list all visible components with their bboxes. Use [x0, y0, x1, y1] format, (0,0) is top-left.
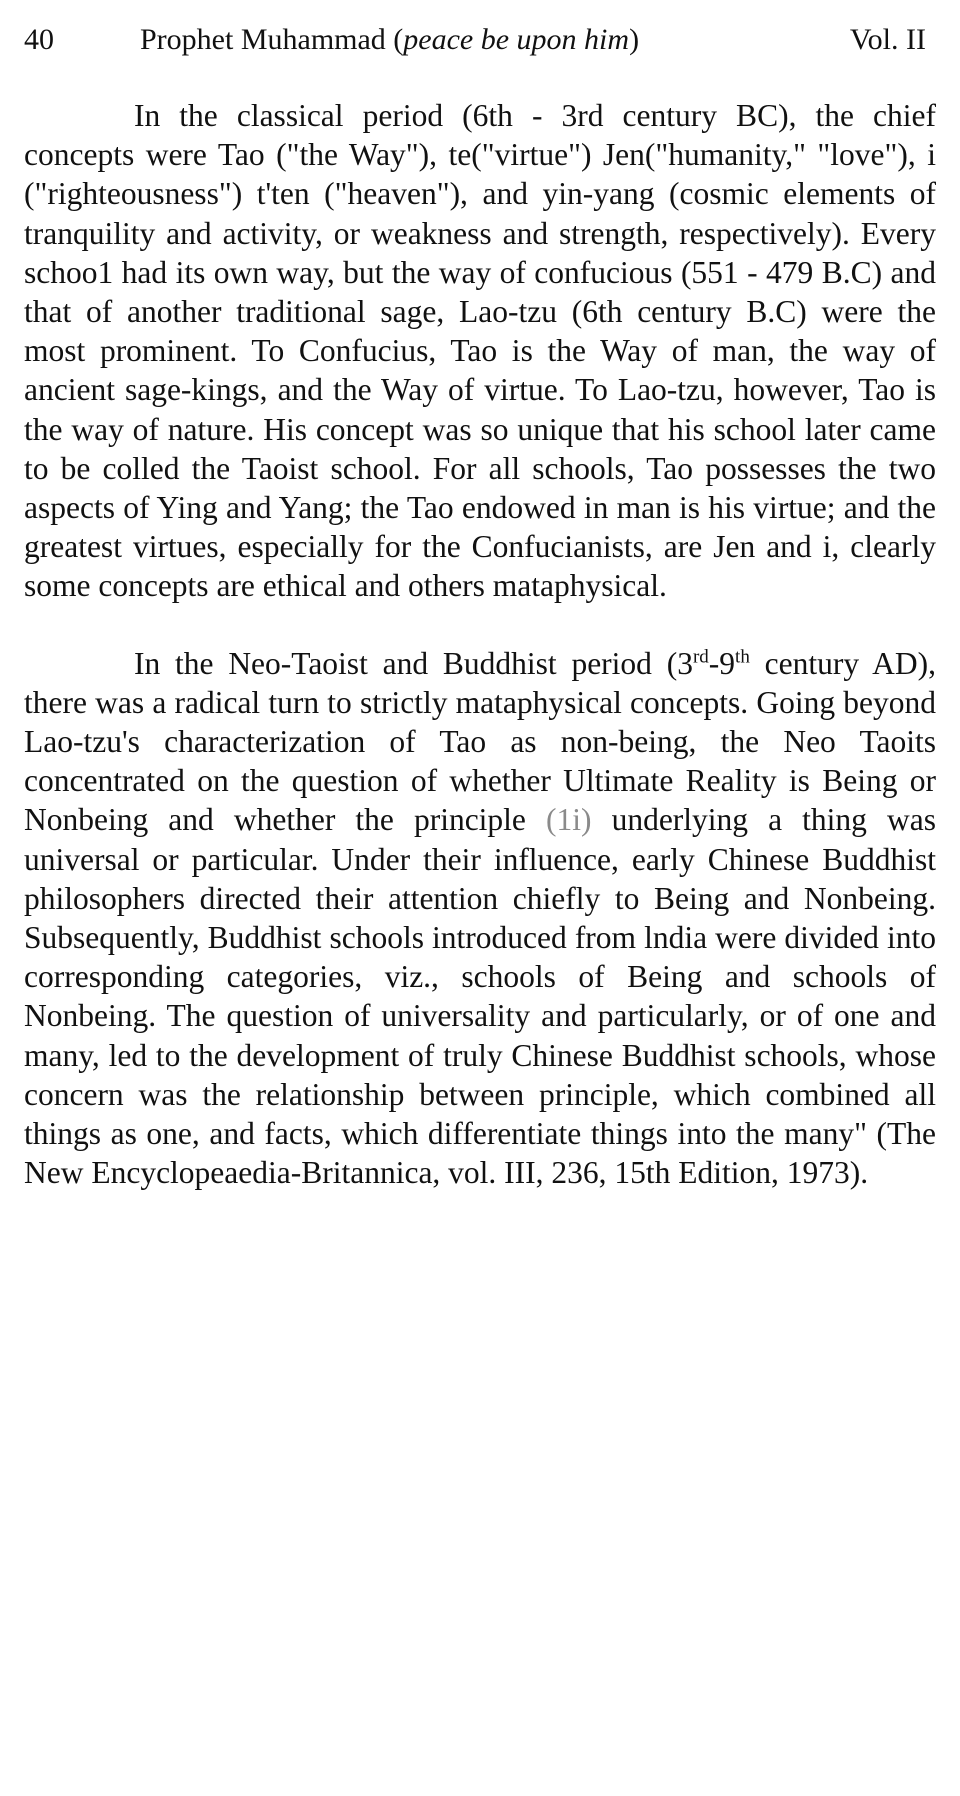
running-title-main: Prophet Muhammad ( — [140, 23, 404, 56]
running-title-italic: peace be upon him — [403, 23, 630, 56]
body-text — [24, 96, 936, 1230]
paragraph-classical-period: In the classical period (6th - 3rd century BC), the chief concepts were Tao ("the Way"), te("virtue") Jen("humanity," "love"), i ("righteousness") t'ten ("heaven"), and yin-yang (cosmic elements of tranquility and activity, or weakness and strength, respectively). Every schoo1 had its own way, but the way of confucious (551 - 479 B.C) and that of another traditional sage, Lao-tzu (6th century B.C) were the most prominent. To Confucius, Tao is the Way of man, the way of ancient sage-kings, and the Way of virtue. To Lao-tzu, however, Tao is the way of nature. His concept was so unique that his school later came to be colled the Taoist school. For all schools, Tao possesses the two aspects of Ying and Yang; the Tao endowed in man is his virtue; and the greatest virtues, especially for the Confucianists, are Jen and i, clearly some concepts are ethical and others mataphysical. — [24, 98, 936, 604]
faint-term-li: (1i) — [546, 802, 592, 838]
paragraph-2-text-b: -9 — [708, 645, 736, 681]
superscript-rd: rd — [692, 646, 709, 668]
volume-label: Vol. II — [849, 23, 926, 56]
running-title-close: ) — [629, 23, 640, 56]
paragraph-2-text-d: underlying a thing was universal or particular. Under their influence, early Chinese Buddhist philosophers directed their attention chiefly to Being and Nonbeing. Subsequently, Buddhist schools introduced from lndia were divided into corresponding categories, viz., schools of Being and schools of Nonbeing. The question of universality and particularly, or of one and many, led to the development of truly Chinese Buddhist schools, whose concern was the relationship between principle, which combined all things as one, and facts, which differentiate things into the many" (The New Encyclopeaedia-Britannica, vol. III, 236, 15th Edition, 1973). — [24, 802, 936, 1191]
running-title — [140, 18, 639, 62]
page-number: 40 — [24, 23, 54, 56]
paragraph-2-text-a: In the Neo-Taoist and Buddhist period (3 — [134, 645, 693, 681]
paragraph-2-text-c: century AD), there was a radical turn to strictly mataphysical concepts. Going beyond Lao-tzu's characterization of Tao as non-being, the Neo Taoits concentrated on the question of whether Ultimate Reality is Being or Nonbeing and whether the principle — [24, 645, 936, 838]
superscript-th: th — [735, 646, 750, 668]
page-header — [24, 18, 926, 62]
paragraph-neo-taoist-period — [24, 644, 936, 1193]
